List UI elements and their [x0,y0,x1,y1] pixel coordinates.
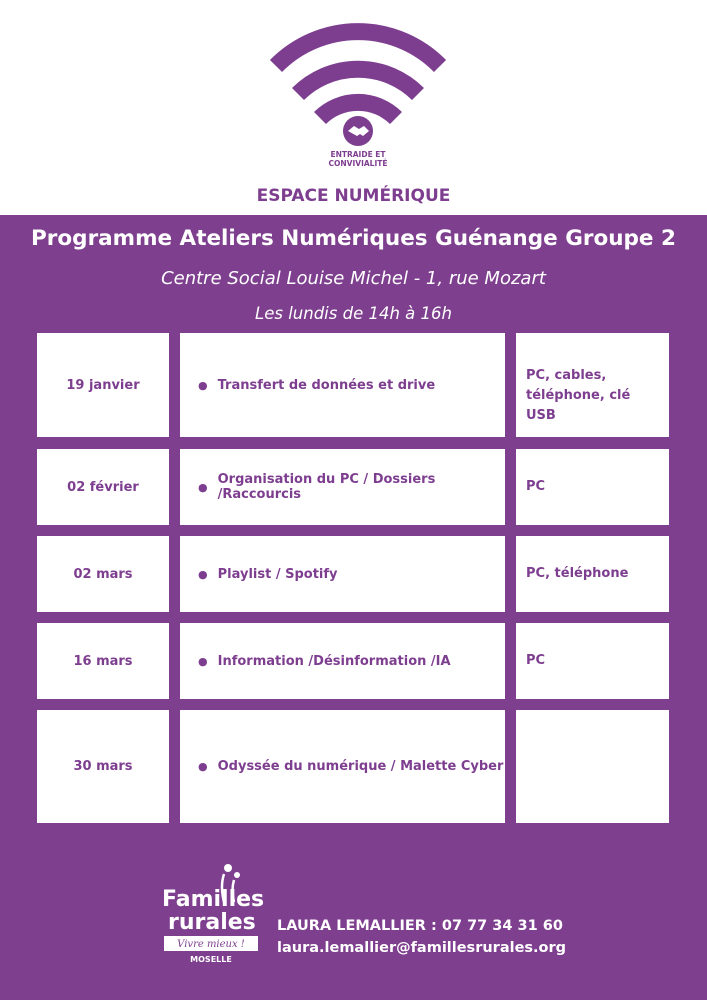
materials-line: téléphone, clé USB [526,388,631,423]
session-materials [516,623,669,699]
badge-line1: ENTRAIDE ET [330,150,386,159]
contact-email[interactable]: laura.lemallier@famillesrurales.org [277,940,567,956]
session-topic-text: Transfert de données et drive [217,377,436,393]
contact-phone: LAURA LEMALLIER : 07 77 34 31 60 [277,918,563,934]
session-materials [516,536,669,612]
session-topic: ● Playlist / Spotify [180,536,505,612]
espace-numerique-label: ESPACE NUMÉRIQUE [256,186,451,206]
session-date: 30 mars [37,710,169,823]
materials-line: PC [526,479,546,494]
session-topic: ● Information /Désinformation /IA [180,623,505,699]
badge-line2: CONVIVIALITÉ [328,159,388,168]
wifi-icon [268,18,448,178]
session-topic-text: Information /Désinformation /IA [217,653,451,669]
session-materials [516,449,669,525]
logo-tagline: Vivre mieux ! [177,939,245,950]
page-title: Programme Ateliers Numériques Guénange Groupe 2 [31,226,676,251]
materials-line: PC, téléphone [526,566,629,581]
session-topic-text: Organisation du PC / Dossiers /Raccourcis [217,472,436,502]
materials-line: PC [526,653,546,668]
logo-region: MOSELLE [190,955,232,964]
session-date: 19 janvier [37,333,169,437]
logo-line1: Familles [162,887,265,912]
session-topic-text: Odyssée du numérique / Malette Cyber [217,759,504,774]
schedule-text: Les lundis de 14h à 16h [255,304,452,323]
session-date: 16 mars [37,623,169,699]
session-materials [516,333,669,437]
session-materials [516,710,669,823]
session-date: 02 mars [37,536,169,612]
materials-line: PC, cables, [526,368,607,383]
session-topic-text: Playlist / Spotify [217,566,338,582]
header [0,0,707,215]
session-topic: ● Transfert de données et drive [180,333,505,437]
session-topic: ● Organisation du PC / Dossiers /Raccourcis [180,449,505,525]
familles-rurales-logo [158,860,268,970]
logo-line2: rurales [168,910,256,935]
session-date: 02 février [37,449,169,525]
location-text: Centre Social Louise Michel - 1, rue Mozart [161,268,546,289]
session-topic: ● Odyssée du numérique / Malette Cyber [180,710,505,823]
